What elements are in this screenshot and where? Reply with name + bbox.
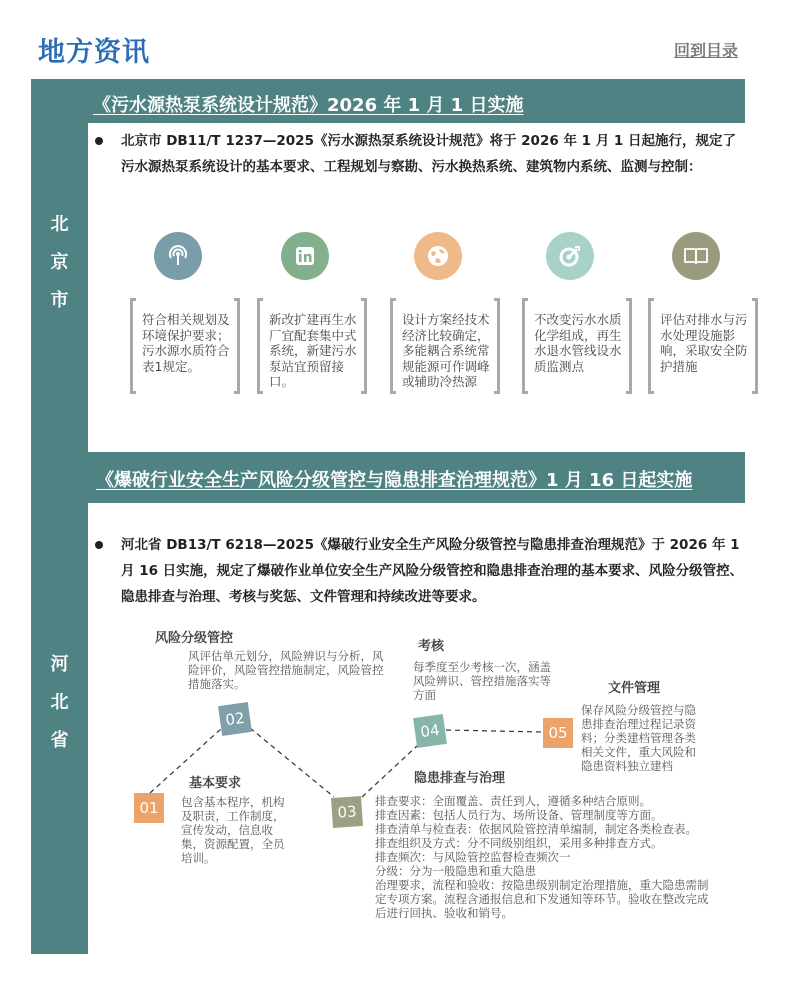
step-number-05: 05 xyxy=(543,718,573,748)
region-char: 北 xyxy=(50,214,69,235)
card-text: 新改扩建再生水厂宜配套集中式系统，新建污水泵站宜预留接口。 xyxy=(269,312,357,389)
hazard-line: 排查清单与检查表：依据风险管控清单编制，制定各类检查表。 xyxy=(375,822,697,836)
region-char: 京 xyxy=(50,252,69,273)
paragraph-text: 河北省 DB13/T 6218—2025《爆破行业安全生产风险分级管控与隐患排查治理规范》于 2026 年 1 月 16 日实施，规定了爆破作业单位安全生产风险分级管控和隐患排查治理的基本要求、风险分级管控、 隐患排查与治理、考核与奖惩、文件管理和持续改进等要求。 xyxy=(121,537,744,605)
hazard-line: 排查因素：包括人员行为、场所设备、管理制度等方面。 xyxy=(375,808,663,822)
region-char: 市 xyxy=(50,290,69,311)
step-text-document-management: 保存风险分级管控与隐患排查治理过程记录资料；分类建档管理各类相关文件，重大风险和隐患资料独立建档 xyxy=(581,703,696,773)
section-title-hebei[interactable]: 《爆破行业安全生产风险分级管控与隐患排查治理规范》1 月 16 日起实施 xyxy=(96,470,693,491)
hazard-line: 分级：分为一般隐患和重大隐患 xyxy=(375,864,536,878)
hazard-line: 排查要求：全面覆盖、责任到人，遵循多种结合原则。 xyxy=(375,794,651,808)
step-text-assessment: 每季度至少考核一次，涵盖风险辨识、管控措施落实等方面 xyxy=(413,660,551,702)
card-text: 符合相关规划及环境保护要求；污水源水质符合表1规定。 xyxy=(142,312,230,374)
step-number-03: 03 xyxy=(331,796,363,828)
hazard-line: 排查组织及方式：分不同级别组织，采用多种排查方式。 xyxy=(375,836,663,850)
step-text-hazard-investigation xyxy=(375,794,715,920)
step-text-basic-requirements: 包含基本程序，机构及职责，工作制度，宣传发动，信息收集，资源配置，全员培训。 xyxy=(181,795,285,865)
region-char: 河 xyxy=(50,654,69,675)
step-title-assessment: 考核 xyxy=(418,639,445,654)
step-title-risk-control: 风险分级管控 xyxy=(155,631,234,646)
paragraph-text: 北京市 DB11/T 1237—2025《污水源热泵系统设计规范》将于 2026 年 1 月 1 日起施行，规定了污水源热泵系统设计的基本要求、工程规划与察勘、污水换热系统、建筑物内系统、监测与控制： xyxy=(121,133,737,175)
section-title-beijing[interactable]: 《污水源热泵系统设计规范》2026 年 1 月 1 日实施 xyxy=(93,95,524,116)
region-char: 北 xyxy=(50,692,69,713)
step-title-basic-requirements: 基本要求 xyxy=(189,776,242,791)
step-text-risk-control: 风评估单元划分，风险辨识与分析，风险评价，风险管控措施制定，风险管控措施落实。 xyxy=(188,649,384,691)
region-char: 省 xyxy=(50,730,69,751)
card-text: 设计方案经技术经济比较确定，多能耦合系统常规能源可作调峰或辅助冷热源 xyxy=(402,312,490,389)
step-number-02: 02 xyxy=(218,702,252,736)
card-text: 不改变污水水质化学组成，再生水退水管线设水质监测点 xyxy=(534,312,622,374)
back-to-toc-link[interactable]: 回到目录 xyxy=(674,41,739,60)
step-number-04: 04 xyxy=(413,714,447,748)
card-text: 评估对排水与污水处理设施影响，采取安全防护措施 xyxy=(660,312,748,374)
step-number-01: 01 xyxy=(134,793,164,823)
page-title: 地方资讯 xyxy=(38,37,150,68)
hazard-line: 治理要求，流程和验收：按隐患级别制定治理措施，重大隐患需制定专项方案。流程含通报信息和下发通知等环节。验收在整改完成后进行回执、验收和销号。 xyxy=(375,878,709,920)
step-title-document-management: 文件管理 xyxy=(608,681,661,696)
hazard-line: 排查频次：与风险管控监督检查频次一 xyxy=(375,850,571,864)
step-title-hazard-investigation: 隐患排查与治理 xyxy=(414,771,506,786)
